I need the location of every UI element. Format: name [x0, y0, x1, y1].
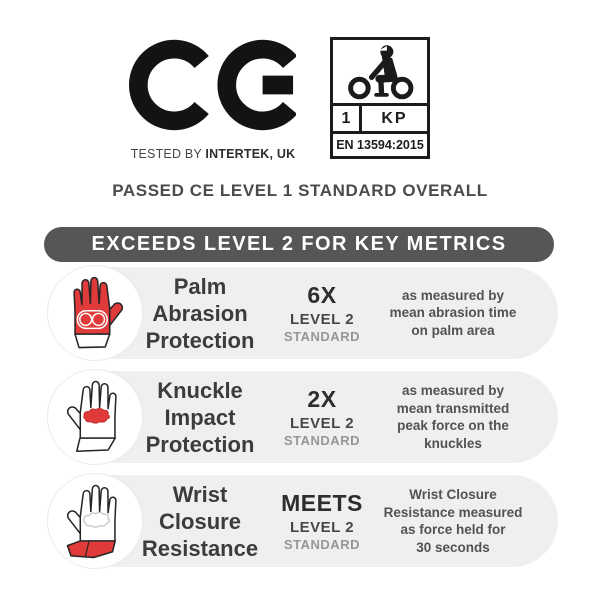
- cert-level-value: 1: [333, 106, 362, 131]
- banner-suffix: FOR KEY METRICS: [294, 233, 507, 255]
- metric-rating: [262, 473, 382, 569]
- banner-prefix: EXCEEDS: [91, 233, 204, 255]
- metric-level: LEVEL 2: [289, 415, 355, 432]
- metric-standard: STANDARD: [284, 537, 360, 552]
- metric-value: MEETS: [281, 490, 363, 516]
- metric-row-palm-abrasion: [46, 265, 558, 361]
- cert-code-value: KP: [381, 109, 408, 127]
- passed-standard-heading: PASSED CE LEVEL 1 STANDARD OVERALL: [112, 181, 488, 200]
- cert-standard-label: EN 13594:2015: [336, 138, 424, 152]
- tested-by-label: [118, 147, 308, 161]
- metric-row-wrist-closure: [46, 473, 558, 569]
- metric-description: Wrist Closure Resistance measured as force held for 30 seconds: [383, 487, 523, 555]
- exceeds-level-banner: [44, 227, 554, 262]
- en-certification-box: [330, 37, 430, 159]
- palm-abrasion-glove-icon: [63, 275, 127, 351]
- metric-row-knuckle-impact: [46, 369, 558, 465]
- banner-highlight: LEVEL 2: [203, 233, 295, 255]
- metric-level: LEVEL 2: [289, 519, 355, 536]
- tested-by-lab-name: INTERTEK, UK: [205, 147, 296, 161]
- metric-value: 6X: [307, 282, 337, 308]
- metric-title: Knuckle Impact Protection: [145, 377, 255, 457]
- metric-standard: STANDARD: [284, 433, 360, 448]
- metric-description: as measured by mean abrasion time on palm area: [389, 287, 517, 338]
- wrist-closure-glove-icon: [63, 483, 127, 559]
- metric-rating: [262, 369, 382, 465]
- ce-mark-logo: [129, 39, 296, 131]
- tested-by-prefix: TESTED BY: [130, 147, 206, 161]
- knuckle-impact-glove-icon: [63, 379, 127, 455]
- metric-description: as measured by mean transmitted peak force on the knuckles: [396, 383, 510, 451]
- metric-title: Wrist Closure Resistance: [141, 481, 259, 561]
- metric-rating: [262, 265, 382, 361]
- cert-pictogram-cell: [333, 40, 427, 106]
- motorcycle-rider-icon: [336, 43, 424, 101]
- metric-value: 2X: [307, 386, 337, 412]
- cert-level-row: [333, 106, 427, 134]
- metric-level: LEVEL 2: [289, 311, 355, 328]
- metric-title: Palm Abrasion Protection: [145, 273, 255, 353]
- metric-standard: STANDARD: [284, 329, 360, 344]
